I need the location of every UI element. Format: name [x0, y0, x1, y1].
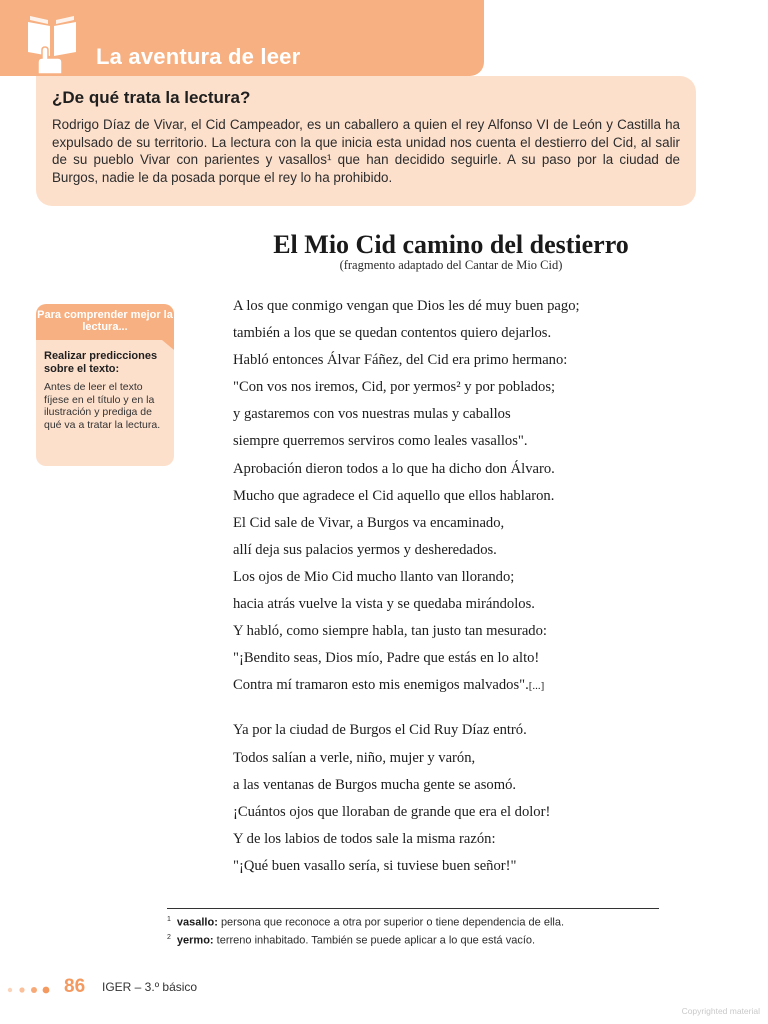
poem-line: siempre querremos serviros como leales vasallos". — [233, 433, 528, 450]
poem-line: El Cid sale de Vivar, a Burgos va encaminado, — [233, 514, 505, 531]
book-hand-icon — [24, 12, 80, 74]
footnote-yermo — [167, 931, 687, 949]
poem-line: "Con vos nos iremos, Cid, por yermos² y por poblados; — [233, 379, 556, 396]
poem-line: Mucho que agradece el Cid aquello que ellos hablaron. — [233, 487, 555, 504]
reading-title: El Mio Cid camino del destierro — [273, 230, 629, 259]
tip-card-text: Antes de leer el texto fíjese en el título y en la ilustración y prediga de qué va a tratar la lectura. — [44, 381, 161, 431]
poem-line: Y habló, como siempre habla, tan justo tan mesurado: — [233, 623, 547, 640]
footnote-term: yermo: — [176, 934, 214, 947]
poem-line: "¡Bendito seas, Dios mío, Padre que estás en lo alto! — [233, 650, 540, 667]
omission-mark: [...] — [528, 680, 545, 693]
footnote-definition: persona que reconoce a otra por superior o tiene dependencia de ella. — [220, 916, 565, 929]
poem — [233, 296, 703, 883]
summary-box — [36, 76, 696, 206]
copyright-watermark: Copyrighted material — [681, 1006, 760, 1016]
poem-line: Habló entonces Álvar Fáñez, del Cid era primo hermano: — [233, 352, 568, 369]
poem-line: Y de los labios de todos sale la misma razón: — [233, 830, 496, 847]
poem-line: Aprobación dieron todos a lo que ha dicho don Álvaro. — [233, 460, 555, 477]
section-title: La aventura de leer — [96, 44, 301, 69]
footnote-divider — [167, 908, 659, 909]
footnote-number: 2 — [167, 934, 171, 941]
tip-card-heading: Realizar predicciones sobre el texto: — [44, 350, 158, 375]
poem-line: hacia atrás vuelve la vista y se quedaba mirándolos. — [233, 596, 535, 613]
page-number: 86 — [64, 976, 86, 997]
poem-line: a las ventanas de Burgos mucha gente se asomó. — [233, 776, 517, 793]
tip-card-label: Para comprender mejor la lectura... — [36, 304, 174, 340]
footnotes — [167, 913, 687, 949]
poem-line: A los que conmigo vengan que Dios les dé muy buen pago; — [233, 298, 580, 314]
poem-line: "¡Qué buen vasallo sería, si tuviese buen señor!" — [233, 857, 517, 874]
poem-line: Ya por la ciudad de Burgos el Cid Ruy Díaz entró. — [233, 722, 527, 739]
summary-text: Rodrigo Díaz de Vivar, el Cid Campeador, es un caballero a quien el rey Alfonso VI de León y Castilla ha expulsado de su territorio. La lectura con la que inicia esta unidad nos cuenta el destierro del Cid, al salir de su pueblo Vivar con parientes y vasallos¹ que han decidido seguirle. A su paso por la ciudad de Burgos, nadie le da posada porque el rey lo ha prohibido. — [52, 117, 680, 185]
poem-line: y gastaremos con vos nuestras mulas y caballos — [233, 406, 511, 423]
poem-line-last — [233, 675, 703, 702]
publisher-label: IGER – 3.º básico — [102, 980, 198, 994]
footnote-term: vasallo: — [176, 916, 218, 929]
reading-subtitle: (fragmento adaptado del Cantar de Mio Cid) — [339, 258, 563, 272]
poem-line: ¡Cuántos ojos que lloraban de grande que era el dolor! — [233, 803, 551, 820]
poem-line: también a los que se quedan contentos quiero dejarlos. — [233, 325, 552, 342]
comprehension-tip-card — [36, 304, 174, 466]
section-header — [0, 0, 484, 76]
stanza-gap — [233, 702, 703, 720]
decorative-dots-icon — [6, 986, 56, 994]
footnote-definition: terreno inhabitado. También se puede aplicar a lo que está vacío. — [216, 934, 536, 947]
poem-line-text: Contra mí tramaron esto mis enemigos malvados". — [233, 677, 529, 694]
poem-line: allí deja sus palacios yermos y desheredados. — [233, 541, 497, 558]
poem-line: Los ojos de Mio Cid mucho llanto van llorando; — [233, 568, 515, 585]
footnote-number: 1 — [167, 916, 171, 923]
poem-line: Todos salían a verle, niño, mujer y varón, — [233, 749, 476, 766]
summary-heading: ¿De qué trata la lectura? — [52, 88, 251, 107]
footnote-vasallo — [167, 913, 687, 931]
